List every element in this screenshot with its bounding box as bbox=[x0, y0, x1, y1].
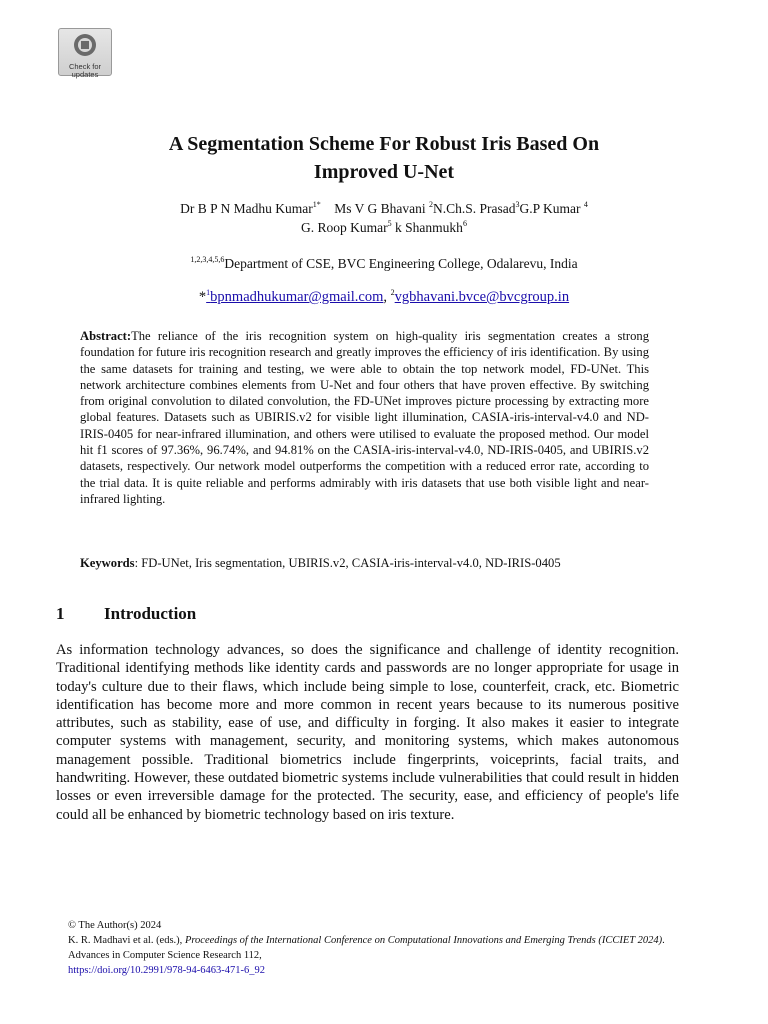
author-affiliation-marker: 2 bbox=[429, 200, 433, 209]
author-list-line-1 bbox=[0, 201, 768, 217]
keywords-text: : FD-UNet, Iris segmentation, UBIRIS.v2, CASIA-iris-interval-v4.0, ND-IRIS-0405 bbox=[134, 556, 561, 570]
copyright-line: © The Author(s) 2024 bbox=[68, 920, 162, 931]
author-affiliation-marker: 4 bbox=[583, 200, 588, 209]
citation-line bbox=[68, 933, 708, 963]
email-marker: 2 bbox=[390, 288, 395, 297]
abstract-text: The reliance of the iris recognition system on high-quality iris segmentation creates a strong foundation for future iris recognition research and greatly improves the efficiency of iris identification. By using the same datasets for training and testing, we were able to obtain the top network model, FD-UNet. This network architecture combines elements from U-Net and four others that have proven effective. By switching from original convolution to dilated convolution, the FD-UNet improves picture processing by extracting more global features. Datasets such as UBIRIS.v2 for visible light illumination, CASIA-iris-interval-v4.0 and ND-IRIS-0405 for near-infrared illumination, and others were utilised to evaluate the proposed method. Our model hit f1 scores of 97.36%, 96.74%, and 94.81% on the CASIA-iris-interval-v4.0, ND-IRIS-0405, and UBIRIS.v2 datasets, respectively. Our network model outperforms the competition with a reduced error rate, according to the trial data. It is quite reliable and performs admirably with iris datasets that use both visible light and near-infrared lighting. bbox=[80, 329, 649, 506]
footer-notice bbox=[68, 918, 708, 978]
doi-link[interactable]: https://doi.org/10.2991/978-94-6463-471-6_92 bbox=[68, 965, 265, 976]
email-address: bpnmadhukumar@gmail.com bbox=[210, 289, 384, 305]
body-paragraph: As information technology advances, so does the significance and challenge of identity recognition. Traditional identifying methods like identity cards and passwords are no longer appropriate for usage in today's culture due to their flaws, which include being simple to lose, counterfeit, crack, etc. Biometric identification has become more and more common in recent years because to its numerous positive attributes, such as stability, ease of use, and difficulty in forging. It also makes it easier to integrate computer systems with management, security, and monitoring systems, which makes autonomous management possible. Traditional biometrics include fingerprints, voiceprints, facial traits, and handwriting. However, these outdated biometric systems include vulnerabilities that could result in hidden losses or even irreversible damage for the protected. The security, ease, and efficiency of people's life could all be enhanced by biometric technology based on iris texture. bbox=[56, 642, 679, 823]
affiliation bbox=[0, 256, 768, 272]
check-for-updates-badge[interactable] bbox=[58, 28, 112, 79]
keywords-label: Keywords bbox=[80, 556, 135, 570]
check-for-updates-icon bbox=[72, 32, 98, 58]
author-name: Dr B P N Madhu Kumar bbox=[180, 201, 313, 216]
series-info: . Advances in Computer Science Research 112, bbox=[68, 935, 665, 961]
email-marker: 1 bbox=[206, 288, 211, 297]
abstract-label: Abstract: bbox=[80, 329, 132, 343]
paper-title bbox=[60, 130, 708, 186]
abstract bbox=[80, 328, 649, 507]
contact-emails bbox=[0, 289, 768, 306]
author-name: G.P Kumar bbox=[519, 201, 584, 216]
email-link-2[interactable]: vgbhavani.bvce@bvcgroup.in bbox=[394, 289, 570, 305]
title-line-2: Improved U-Net bbox=[313, 161, 455, 183]
author-affiliation-marker: 1* bbox=[312, 200, 321, 209]
section-title: Introduction bbox=[104, 604, 197, 623]
affiliation-marker: 1,2,3,4,5,6 bbox=[190, 255, 225, 264]
author-name: G. Roop Kumar bbox=[301, 220, 388, 235]
title-line-1: A Segmentation Scheme For Robust Iris Based On bbox=[168, 133, 600, 155]
section-number: 1 bbox=[56, 604, 65, 623]
corresponding-marker: * bbox=[198, 289, 207, 305]
badge-label-line2: updates bbox=[71, 70, 99, 79]
author-name: N.Ch.S. Prasad bbox=[433, 201, 516, 216]
email-separator: , bbox=[383, 289, 391, 305]
proceedings-title: Proceedings of the International Conference on Computational Innovations and Emerging Trends (ICCIET 2024) bbox=[184, 935, 663, 946]
email-link-1[interactable] bbox=[206, 289, 383, 305]
section-heading bbox=[56, 604, 196, 624]
author-affiliation-marker: 6 bbox=[462, 219, 467, 228]
author-name: k Shanmukh bbox=[395, 220, 463, 235]
author-list-line-2 bbox=[0, 220, 768, 236]
badge-label-line1: Check for bbox=[68, 62, 102, 71]
author-name: Ms V G Bhavani bbox=[334, 201, 429, 216]
keywords bbox=[80, 556, 700, 571]
editors: K. R. Madhavi et al. (eds.), bbox=[68, 935, 185, 946]
author-affiliation-marker: 5 bbox=[387, 219, 392, 228]
author-affiliation-marker: 3 bbox=[515, 200, 520, 209]
affiliation-text: Department of CSE, BVC Engineering College, Odalarevu, India bbox=[224, 256, 578, 271]
